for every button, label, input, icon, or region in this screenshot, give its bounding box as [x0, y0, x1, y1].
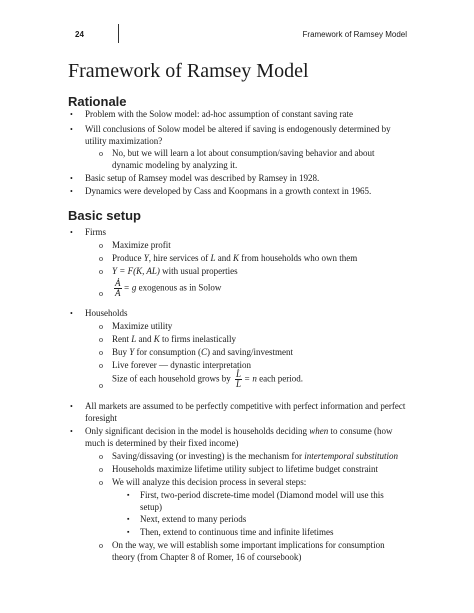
sub-sub-bullet: ▪: [127, 515, 130, 523]
header-divider: [118, 24, 119, 43]
households-label: Households: [85, 308, 128, 318]
rationale-subitem: No, but we will learn a lot about consumption/saving behavior and about: [112, 148, 375, 158]
households-item-3: Buy Y for consumption (C) and saving/investment: [112, 347, 294, 357]
markets-item: All markets are assumed to be perfectly competitive with perfect information and perfect: [85, 401, 406, 411]
rationale-subitem-cont: dynamic modeling by analyzing it.: [112, 160, 238, 170]
markets-item-cont: foresight: [85, 413, 117, 423]
firms-item-1: Maximize profit: [112, 240, 171, 250]
bullet: •: [70, 402, 73, 411]
decision-subitem-1: Saving/dissaving (or investing) is the mechanism for intertemporal substitution: [112, 451, 398, 461]
bullet: •: [70, 228, 73, 237]
sub-bullet: o: [99, 452, 103, 461]
step-1: First, two-period discrete-time model (Diamond model will use this: [140, 490, 384, 500]
rationale-item-3: Basic setup of Ramsey model was described by Ramsey in 1928.: [85, 173, 320, 183]
basic-setup-heading: Basic setup: [68, 208, 141, 223]
tech-growth-fraction: $\frac{Ȧ}{A}$: [115, 278, 121, 298]
rationale-item-2-cont: utility maximization?: [85, 136, 163, 146]
households-item-1: Maximize utility: [112, 321, 173, 331]
households-item-4: Live forever — dynastic interpretation: [112, 360, 251, 370]
sub-bullet: o: [99, 289, 103, 298]
decision-item: Only significant decision in the model is households deciding when to consume (how: [85, 426, 393, 436]
sub-bullet: o: [99, 322, 103, 331]
running-title: Framework of Ramsey Model: [302, 30, 407, 39]
bullet: •: [70, 174, 73, 183]
bullet: •: [70, 309, 73, 318]
bullet: •: [70, 110, 73, 119]
rationale-item-2: Will conclusions of Solow model be altered if saving is endogenously determined by: [85, 124, 391, 134]
sub-sub-bullet: ▪: [127, 491, 130, 499]
step-1-cont: setup): [140, 502, 162, 512]
sub-sub-bullet: ▪: [127, 528, 130, 536]
page-title: Framework of Ramsey Model: [68, 60, 309, 82]
households-item-5: Size of each household grows by $\frac{L̇}{L}$ = n each period.: [112, 369, 304, 389]
sub-bullet: o: [99, 267, 103, 276]
sub-bullet: o: [99, 241, 103, 250]
households-item-2: Rent L and K to firms inelastically: [112, 334, 237, 344]
sub-bullet: o: [99, 348, 103, 357]
sub-bullet: o: [99, 361, 103, 370]
step-3: Then, extend to continuous time and infinite lifetimes: [140, 527, 334, 537]
page-number: 24: [75, 30, 84, 39]
decision-subitem-4-cont: theory (from Chapter 8 of Romer, 16 of coursebook): [112, 552, 302, 562]
population-growth-fraction: $\frac{L̇}{L}$: [235, 369, 241, 389]
rationale-item-1: Problem with the Solow model: ad-hoc assumption of constant saving rate: [85, 109, 353, 119]
bullet: •: [70, 427, 73, 436]
sub-bullet: o: [99, 149, 103, 158]
sub-bullet: o: [99, 254, 103, 263]
sub-bullet: o: [99, 335, 103, 344]
rationale-item-4: Dynamics were developed by Cass and Koopmans in a growth context in 1965.: [85, 186, 372, 196]
decision-subitem-3: We will analyze this decision process in several steps:: [112, 477, 307, 487]
firms-item-4: $\frac{Ȧ}{A}$ = g exogenous as in Solow: [115, 278, 222, 298]
sub-bullet: o: [99, 465, 103, 474]
decision-item-cont: much is determined by their fixed income): [85, 438, 239, 448]
production-function: Y = F(K, AL): [112, 266, 160, 276]
sub-bullet: o: [99, 478, 103, 487]
decision-subitem-2: Households maximize lifetime utility subject to lifetime budget constraint: [112, 464, 378, 474]
bullet: •: [70, 125, 73, 134]
step-2: Next, extend to many periods: [140, 514, 247, 524]
sub-bullet: o: [99, 541, 103, 550]
firms-label: Firms: [85, 227, 107, 237]
firms-item-3: Y = F(K, AL) with usual properties: [112, 266, 238, 276]
firms-item-2: Produce Y, hire services of L and K from households who own them: [112, 253, 358, 263]
rationale-heading: Rationale: [68, 94, 127, 109]
sub-bullet: o: [99, 381, 103, 390]
bullet: •: [70, 187, 73, 196]
decision-subitem-4: On the way, we will establish some important implications for consumption: [112, 540, 385, 550]
